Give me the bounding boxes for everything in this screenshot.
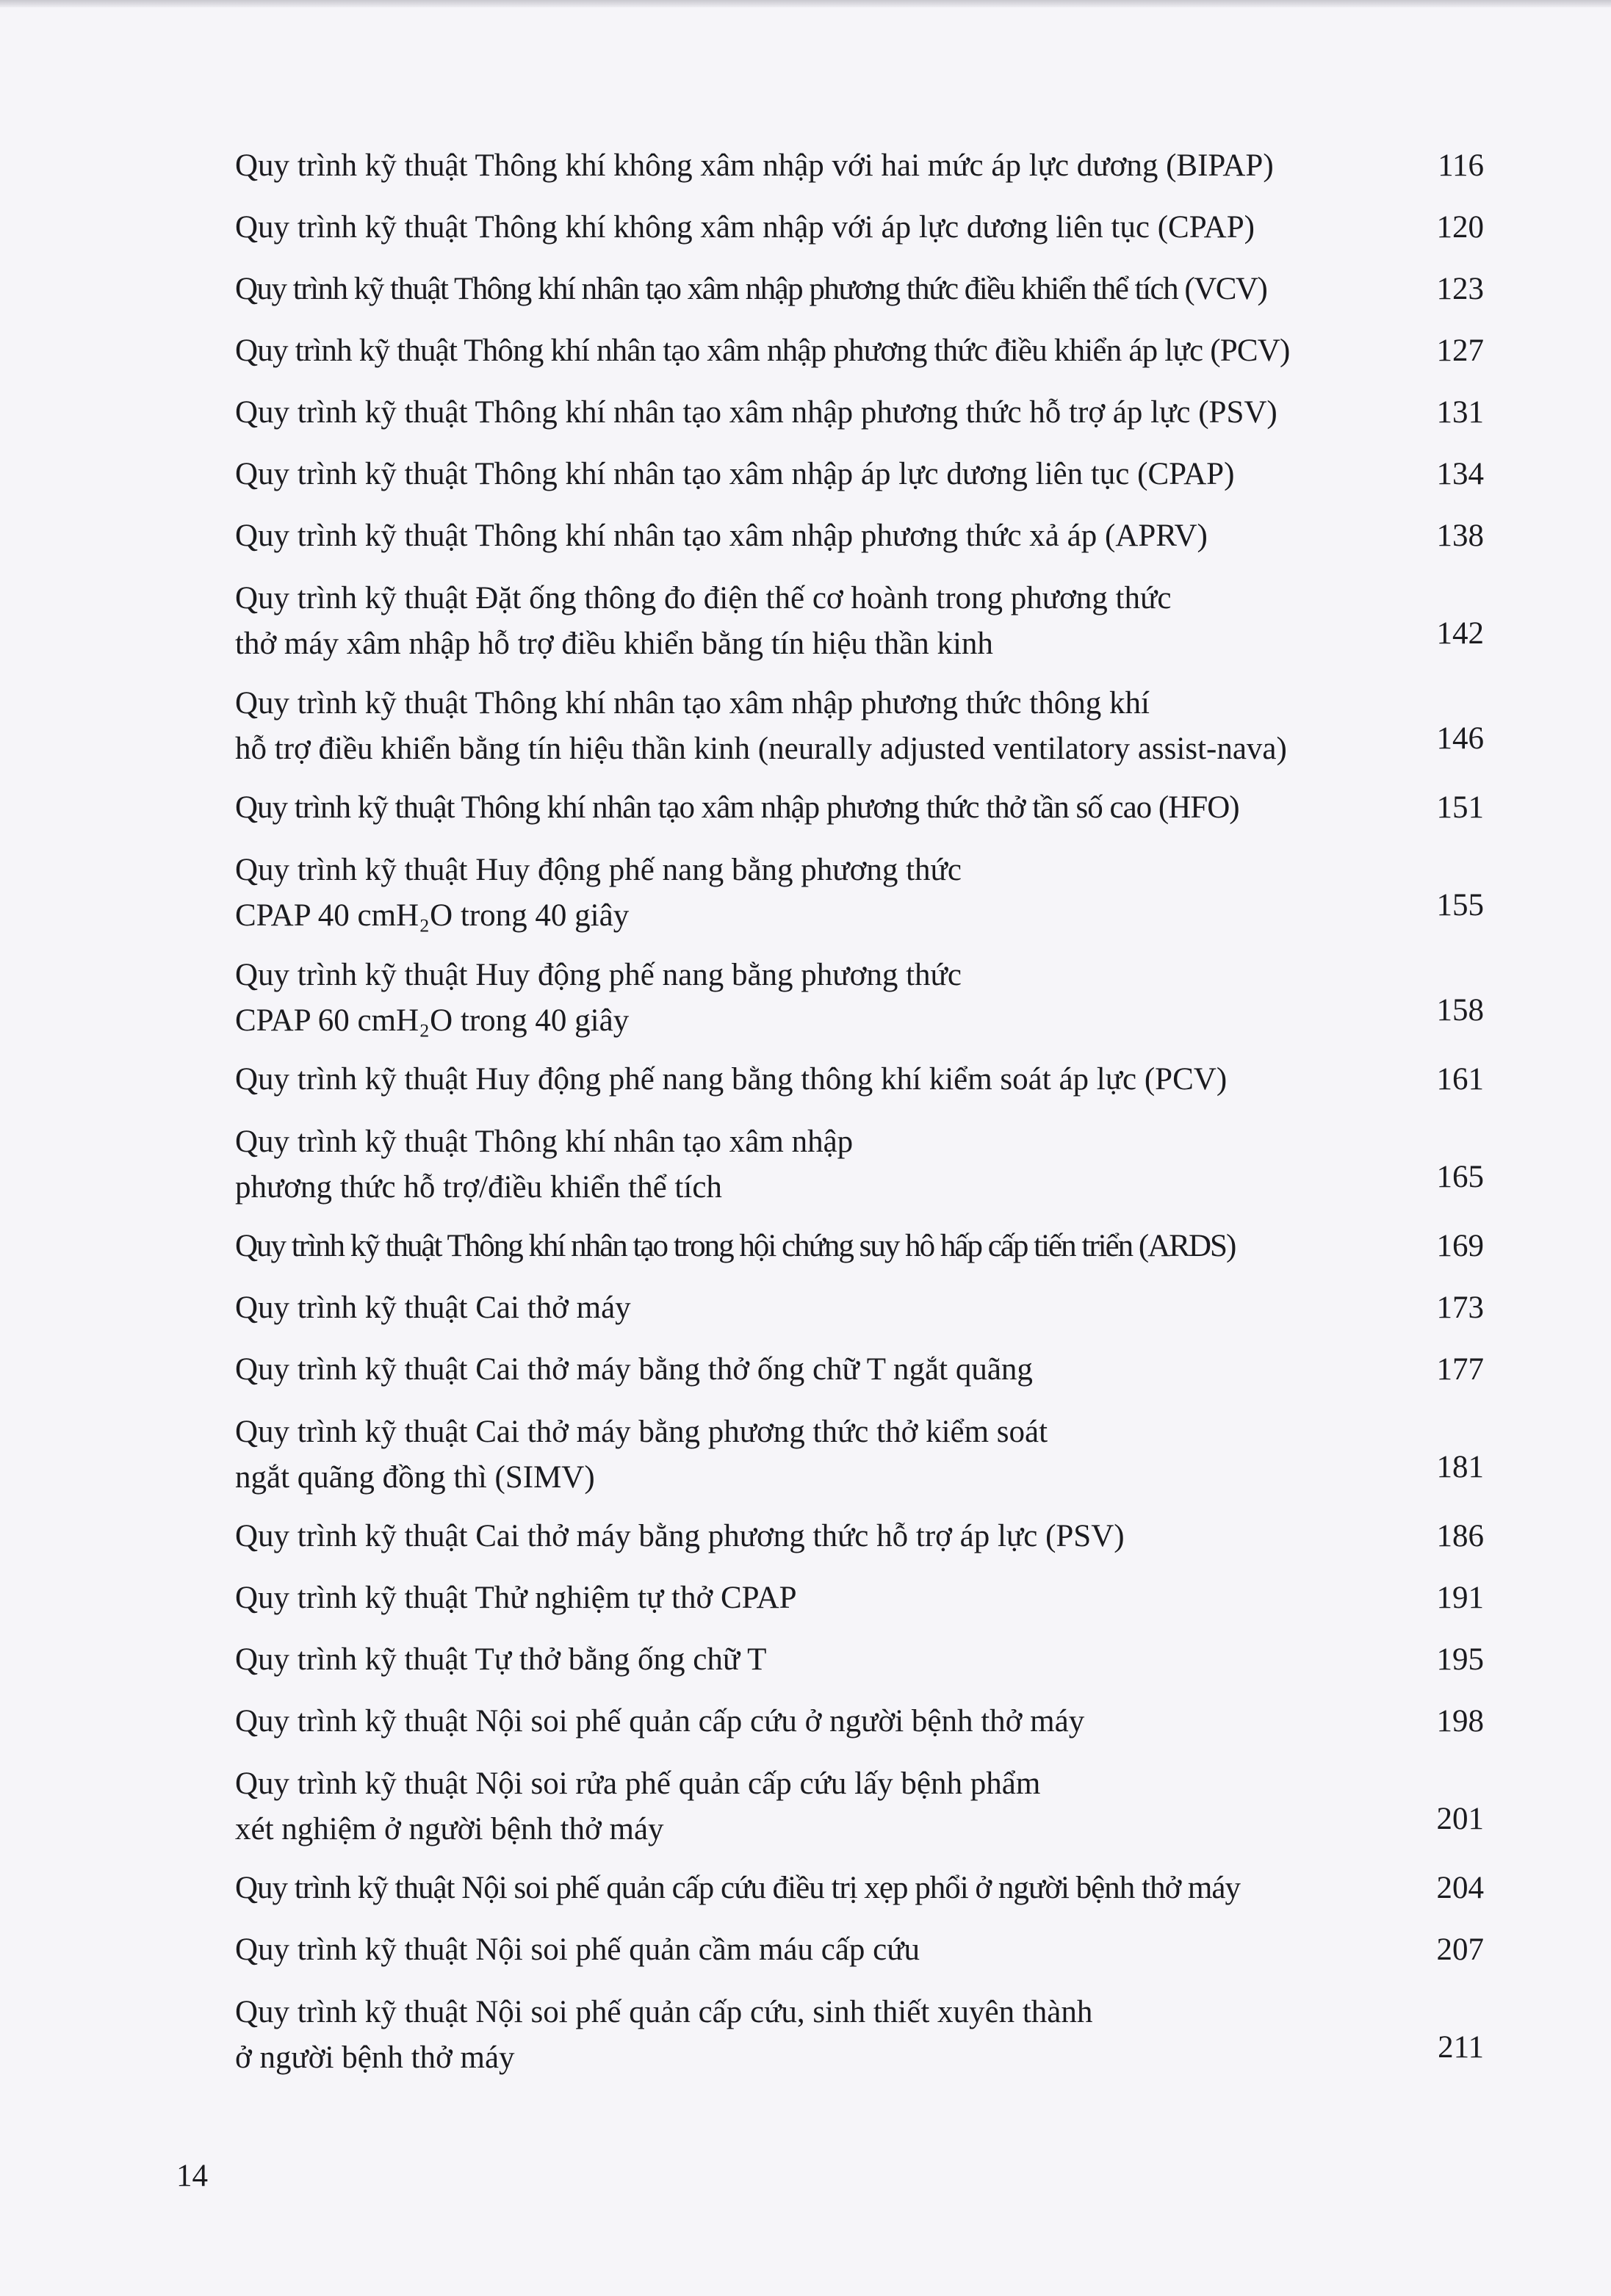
toc-entry[interactable] bbox=[235, 267, 1484, 329]
toc-entry[interactable] bbox=[235, 1224, 1484, 1286]
toc-entry-page: 165 bbox=[1436, 1160, 1484, 1194]
toc-entry-page: 127 bbox=[1436, 333, 1484, 368]
toc-entry[interactable] bbox=[235, 144, 1484, 206]
toc-entry-title: Quy trình kỹ thuật Thông khí nhân tạo xâm nhập phương thức xả áp (APRV) bbox=[235, 519, 1208, 553]
toc-entry-page: 146 bbox=[1436, 721, 1484, 756]
toc-entry-title: Quy trình kỹ thuật Thông khí nhân tạo xâm nhập phương thức hỗ trợ áp lực (PSV) bbox=[235, 395, 1277, 430]
toc-entry-title: Quy trình kỹ thuật Thử nghiệm tự thở CPAP bbox=[235, 1581, 797, 1615]
toc-entry[interactable] bbox=[235, 1990, 1484, 2095]
toc-entry-title: Quy trình kỹ thuật Huy động phế nang bằng phương thức CPAP 40 cmH₂O trong 40 giây bbox=[235, 853, 962, 933]
top-edge-rule bbox=[0, 0, 1611, 7]
toc-entry[interactable] bbox=[235, 391, 1484, 452]
toc-entry-page: 142 bbox=[1436, 616, 1484, 651]
toc-entry[interactable] bbox=[235, 1928, 1484, 1990]
page-number: 14 bbox=[176, 2159, 208, 2193]
toc-entry[interactable] bbox=[235, 206, 1484, 267]
toc-entry-title: Quy trình kỹ thuật Cai thở máy bbox=[235, 1290, 631, 1325]
toc-entry-title: Quy trình kỹ thuật Thông khí nhân tạo xâm nhập phương thức điều khiển áp lực (PCV) bbox=[235, 333, 1290, 368]
toc-entry-page: 169 bbox=[1436, 1229, 1484, 1263]
toc-entry-title: Quy trình kỹ thuật Huy động phế nang bằng thông khí kiểm soát áp lực (PCV) bbox=[235, 1062, 1228, 1097]
toc-entry-title: Quy trình kỹ thuật Nội soi phế quản cầm máu cấp cứu bbox=[235, 1932, 920, 1967]
toc-entry-page: 201 bbox=[1436, 1802, 1484, 1836]
toc-entry-page: 158 bbox=[1436, 993, 1484, 1028]
toc-entry-title: Quy trình kỹ thuật Nội soi phế quản cấp cứu ở người bệnh thở máy bbox=[235, 1704, 1085, 1739]
toc-entry-page: 198 bbox=[1436, 1704, 1484, 1739]
toc-entry[interactable] bbox=[235, 1058, 1484, 1119]
toc-entry-page: 155 bbox=[1436, 888, 1484, 923]
toc-entry-page: 123 bbox=[1436, 272, 1484, 306]
toc-entry-page: 186 bbox=[1436, 1519, 1484, 1553]
toc-entry-title: Quy trình kỹ thuật Tự thở bằng ống chữ T bbox=[235, 1642, 767, 1677]
toc-entry-page: 204 bbox=[1436, 1871, 1484, 1905]
toc-entry-page: 120 bbox=[1436, 210, 1484, 245]
toc-entry-title: Quy trình kỹ thuật Thông khí nhân tạo xâm nhập phương thức điều khiển thể tích (VCV) bbox=[235, 272, 1267, 306]
toc-entry-page: 138 bbox=[1436, 519, 1484, 553]
toc-entry[interactable] bbox=[235, 452, 1484, 514]
toc-entry[interactable] bbox=[235, 848, 1484, 953]
toc-entry[interactable] bbox=[235, 1866, 1484, 1928]
toc-entry-page: 131 bbox=[1436, 395, 1484, 430]
toc-entry-title: Quy trình kỹ thuật Thông khí nhân tạo trong hội chứng suy hô hấp cấp tiến triển (ARDS) bbox=[235, 1229, 1236, 1263]
toc-entry-title: Quy trình kỹ thuật Thông khí nhân tạo xâm nhập áp lực dương liên tục (CPAP) bbox=[235, 457, 1235, 491]
toc-entry-page: 116 bbox=[1438, 148, 1484, 183]
toc-entry-title: Quy trình kỹ thuật Cai thở máy bằng phương thức hỗ trợ áp lực (PSV) bbox=[235, 1519, 1125, 1553]
toc-entry[interactable] bbox=[235, 1409, 1484, 1515]
toc-entry[interactable] bbox=[235, 1348, 1484, 1409]
toc-entry[interactable] bbox=[235, 1700, 1484, 1761]
toc-entry-page: 134 bbox=[1436, 457, 1484, 491]
toc-entry-title: Quy trình kỹ thuật Huy động phế nang bằng phương thức CPAP 60 cmH₂O trong 40 giây bbox=[235, 958, 962, 1038]
toc-entry[interactable] bbox=[235, 953, 1484, 1058]
table-of-contents bbox=[235, 144, 1484, 2095]
toc-entry-page: 151 bbox=[1436, 790, 1484, 825]
toc-entry-title: Quy trình kỹ thuật Thông khí nhân tạo xâm nhập phương thức thông khí hỗ trợ điều khiển bằng tín hiệu thần kinh (neurally adjusted ventilatory assist-nava) bbox=[235, 686, 1287, 766]
toc-entry[interactable] bbox=[235, 576, 1484, 681]
toc-entry-title: Quy trình kỹ thuật Cai thở máy bằng thở ống chữ T ngắt quãng bbox=[235, 1352, 1033, 1387]
toc-entry-title: Quy trình kỹ thuật Nội soi rửa phế quản cấp cứu lấy bệnh phẩm xét nghiệm ở người bệnh thở máy bbox=[235, 1766, 1041, 1846]
toc-entry-title: Quy trình kỹ thuật Nội soi phế quản cấp cứu điều trị xẹp phổi ở người bệnh thở máy bbox=[235, 1871, 1240, 1905]
toc-entry-page: 207 bbox=[1436, 1932, 1484, 1967]
toc-entry-page: 177 bbox=[1436, 1352, 1484, 1387]
toc-entry[interactable] bbox=[235, 1286, 1484, 1348]
toc-entry[interactable] bbox=[235, 329, 1484, 391]
toc-entry-title: Quy trình kỹ thuật Thông khí nhân tạo xâm nhập phương thức hỗ trợ/điều khiển thể tích bbox=[235, 1124, 854, 1205]
toc-entry-title: Quy trình kỹ thuật Nội soi phế quản cấp cứu, sinh thiết xuyên thành ở người bệnh thở máy bbox=[235, 1995, 1093, 2075]
toc-entry[interactable] bbox=[235, 514, 1484, 576]
toc-entry-title: Quy trình kỹ thuật Thông khí nhân tạo xâm nhập phương thức thở tần số cao (HFO) bbox=[235, 790, 1239, 825]
toc-entry-page: 195 bbox=[1436, 1642, 1484, 1677]
toc-entry-title: Quy trình kỹ thuật Đặt ống thông đo điện thế cơ hoành trong phương thức thở máy xâm nhập hỗ trợ điều khiển bằng tín hiệu thần kinh bbox=[235, 581, 1172, 661]
toc-entry[interactable] bbox=[235, 681, 1484, 786]
toc-entry-page: 181 bbox=[1436, 1450, 1484, 1484]
toc-entry-title: Quy trình kỹ thuật Thông khí không xâm nhập với áp lực dương liên tục (CPAP) bbox=[235, 210, 1255, 245]
toc-entry[interactable] bbox=[235, 1515, 1484, 1576]
toc-entry-page: 191 bbox=[1436, 1581, 1484, 1615]
toc-entry-title: Quy trình kỹ thuật Cai thở máy bằng phương thức thở kiểm soát ngắt quãng đồng thì (SIMV) bbox=[235, 1415, 1048, 1495]
toc-entry[interactable] bbox=[235, 786, 1484, 848]
toc-entry-page: 173 bbox=[1436, 1290, 1484, 1325]
toc-entry-page: 211 bbox=[1438, 2030, 1484, 2065]
toc-entry[interactable] bbox=[235, 1638, 1484, 1700]
toc-entry-page: 161 bbox=[1436, 1062, 1484, 1097]
toc-entry[interactable] bbox=[235, 1761, 1484, 1866]
toc-entry[interactable] bbox=[235, 1576, 1484, 1638]
toc-entry[interactable] bbox=[235, 1119, 1484, 1224]
toc-entry-title: Quy trình kỹ thuật Thông khí không xâm nhập với hai mức áp lực dương (BIPAP) bbox=[235, 148, 1274, 183]
